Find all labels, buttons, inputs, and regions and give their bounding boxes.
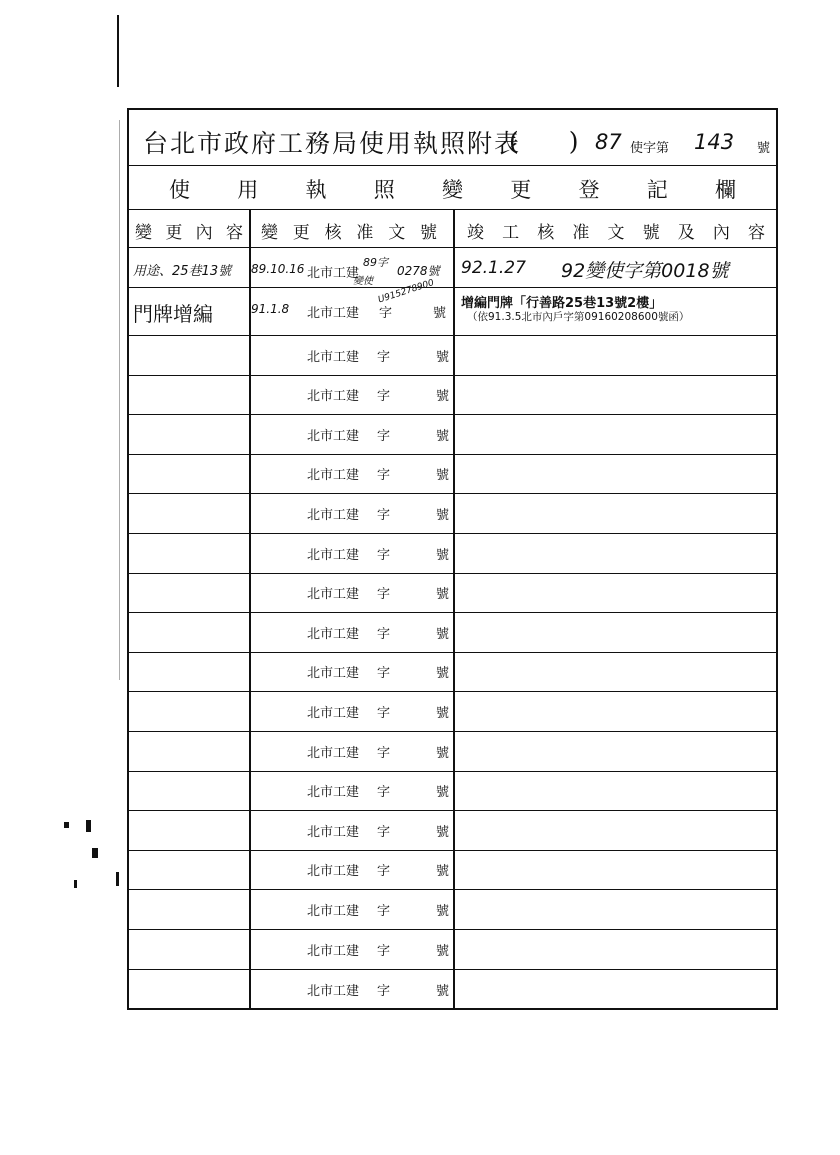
table-row [129,455,776,495]
ref-agency: 北市工建 [307,468,360,484]
title-row [129,110,776,166]
approval-ref-template [307,464,449,483]
header-char: 更 [165,223,183,243]
table-row [129,653,776,693]
approval-ref-template [307,544,449,563]
ref-agency: 北市工建 [307,389,360,405]
header-char: 准 [572,223,590,243]
heading-char: 登 [578,178,600,202]
approval-ref-template [307,781,449,800]
header-char: 號 [419,223,437,243]
completion-cell [457,248,775,287]
heading-char: 記 [646,178,668,202]
header-char: 核 [537,223,555,243]
ref-zi: 字 [377,943,391,959]
ref-agency: 北市工建 [307,666,360,682]
ref-agency: 北市工建 [307,428,360,444]
completion-line-1: 增編門牌「行善路25巷13號2樓」 [461,296,663,311]
ref-hao: 號 [435,507,449,523]
approval-ref-template [307,583,449,602]
approval-ref-template [307,940,449,959]
handwritten-approval-zi: 89字 [363,256,388,269]
header-char: 內 [712,223,730,243]
handwritten-approval-date: 89.10.16 [251,262,305,276]
approval-ref-cell [251,336,451,375]
approval-ref-cell [251,574,451,613]
heading-char: 用 [237,178,259,202]
title-paren: ( ) [509,127,579,156]
table-row [129,970,776,1010]
ref-zi: 字 [377,428,391,444]
ref-zi: 字 [377,705,391,721]
scan-speck [116,872,119,886]
ref-agency: 北市工建 [307,547,360,563]
ref-hao: 號 [435,864,449,880]
handwritten-approval-note: 變使 [353,276,373,287]
approval-ref-cell [251,455,451,494]
table-row [129,851,776,891]
ref-zi: 字 [377,984,391,1000]
table-row [129,574,776,614]
handwritten-change-content: 用途、25巷13號 [133,264,232,279]
table-row [129,811,776,851]
ref-hao: 號 [435,666,449,682]
heading-char: 照 [373,178,395,202]
change-content-cell [133,288,249,335]
heading-char: 變 [442,178,463,202]
header-char: 核 [324,223,342,243]
table-row [129,613,776,653]
ref-zi: 字 [377,903,391,919]
ref-hao: 號 [435,943,449,959]
ref-agency: 北市工建 [307,824,360,840]
ref-zi: 字 [377,389,391,405]
ref-zi: 字 [377,666,391,682]
approval-ref-template [307,742,449,761]
heading-char: 更 [510,178,532,202]
ref-agency: 北市工建 [307,943,360,959]
approval-hao: 號 [433,306,447,321]
ref-agency: 北市工建 [307,785,360,801]
handwritten-completion-date: 92.1.27 [461,258,526,278]
ref-zi: 字 [377,507,391,523]
approval-ref-cell [251,930,451,969]
table-row [129,415,776,455]
ref-zi: 字 [377,587,391,603]
approval-ref-cell [251,494,451,533]
approval-ref-cell [251,653,451,692]
ref-hao: 號 [435,428,449,444]
approval-ref-cell [251,851,451,890]
ref-agency: 北市工建 [307,705,360,721]
table-row [129,248,776,288]
ref-zi: 字 [377,349,391,365]
license-number: 143 [694,130,735,154]
header-change-content [135,218,243,243]
ref-agency: 北市工建 [307,745,360,761]
ref-zi: 字 [377,745,391,761]
scan-edge-line [117,15,119,87]
header-char: 文 [607,223,625,243]
table-row [129,376,776,416]
approval-ref-cell [251,692,451,731]
ref-hao: 號 [435,984,449,1000]
ref-agency: 北市工建 [307,507,360,523]
approval-ref-cell [251,415,451,454]
approval-prefix: 北市工建 [307,306,360,321]
handwritten-change-content: 門牌增編 [133,302,213,326]
scan-speck [92,848,98,858]
header-char: 准 [356,223,374,243]
ref-hao: 號 [435,626,449,642]
ref-hao: 號 [435,903,449,919]
ref-hao: 號 [435,587,449,603]
approval-ref-cell [251,970,451,1010]
ref-hao: 號 [435,547,449,563]
ref-hao: 號 [435,745,449,761]
approval-ref-template [307,425,449,444]
ref-hao: 號 [435,468,449,484]
table-row [129,692,776,732]
approval-zi: 字 [379,306,393,321]
license-suffix: 號 [757,141,771,156]
handwritten-completion-ref: 92變使字第0018號 [561,260,729,282]
approval-ref-cell [251,811,451,850]
approval-ref-template [307,504,449,523]
approval-ref-template [307,860,449,879]
handwritten-approval-no: 0278號 [397,264,440,278]
approval-ref-cell [251,376,451,415]
approval-ref-template [307,346,449,365]
header-char: 更 [292,223,310,243]
table-row [129,772,776,812]
header-char: 變 [135,223,152,243]
approval-prefix: 北市工建 [307,266,360,281]
approval-ref-template [307,623,449,642]
header-approval-ref [261,218,437,243]
header-char: 容 [225,223,243,243]
header-char: 變 [261,223,278,243]
table-row [129,890,776,930]
ref-agency: 北市工建 [307,587,360,603]
scan-edge-line [119,120,120,680]
heading-char: 欄 [715,178,736,202]
ref-hao: 號 [435,389,449,405]
ref-zi: 字 [377,626,391,642]
header-char: 號 [642,223,660,243]
ref-zi: 字 [377,547,391,563]
header-char: 工 [502,223,520,243]
license-label: 使字第 [630,141,670,156]
approval-ref-template [307,980,449,999]
header-char: 內 [195,223,213,243]
scan-speck [86,820,91,832]
header-char: 竣 [467,223,484,243]
table-row [129,494,776,534]
approval-ref-template [307,385,449,404]
ref-zi: 字 [377,824,391,840]
approval-ref-template [307,702,449,721]
table-row [129,732,776,772]
ref-zi: 字 [377,864,391,880]
approval-ref-cell [251,732,451,771]
header-completion [467,218,765,243]
table-row [129,930,776,970]
scan-speck [74,880,77,888]
license-year: 87 [595,130,622,154]
approval-ref-cell [251,890,451,929]
license-annex-form [127,108,778,1010]
header-char: 文 [388,223,406,243]
ref-hao: 號 [435,705,449,721]
approval-ref-cell [251,534,451,573]
approval-ref-cell [251,772,451,811]
header-char: 及 [677,223,695,243]
ref-zi: 字 [377,468,391,484]
approval-ref-template [307,662,449,681]
heading-char: 執 [305,178,327,202]
change-content-cell [133,248,249,287]
form-title: 台北市政府工務局使用執照附表 [143,129,522,158]
ref-zi: 字 [377,785,391,801]
handwritten-approval-date: 91.1.8 [251,302,290,316]
ref-hao: 號 [435,785,449,801]
completion-line-2: （依91.3.5北市內戶字第09160208600號函） [467,311,690,323]
subtitle-row [129,166,776,210]
ref-hao: 號 [435,824,449,840]
change-registration-heading [169,174,736,204]
ref-agency: 北市工建 [307,626,360,642]
table-row [129,336,776,376]
completion-cell [457,288,775,335]
ref-agency: 北市工建 [307,984,360,1000]
approval-ref-template [307,900,449,919]
heading-char: 使 [169,178,190,202]
header-char: 容 [748,223,765,243]
approval-ref-template [307,821,449,840]
handwritten-approval-note: U915278900 [377,278,436,306]
ref-hao: 號 [435,349,449,365]
ref-agency: 北市工建 [307,903,360,919]
approval-ref-cell [251,613,451,652]
scan-speck [64,822,69,828]
table-row [129,534,776,574]
ref-agency: 北市工建 [307,864,360,880]
ref-agency: 北市工建 [307,349,360,365]
